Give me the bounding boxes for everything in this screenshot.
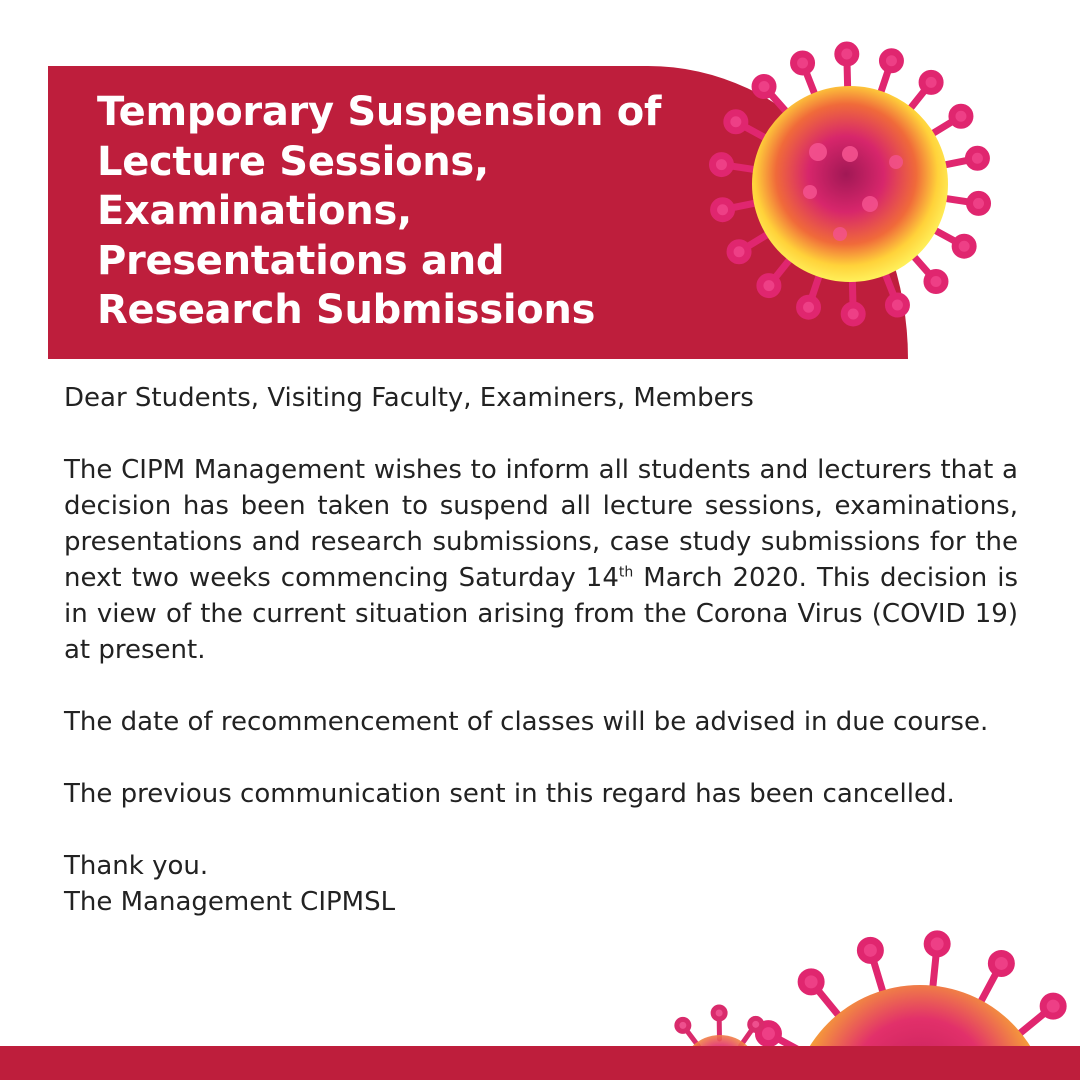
- virus-spike-tip: [712, 156, 730, 174]
- coronavirus-icon-bottom: [610, 925, 1080, 1065]
- page-title: [97, 88, 737, 336]
- virus-spike-tip: [844, 305, 862, 323]
- virus-spike-tip: [970, 194, 988, 212]
- virus-spike-tip: [955, 237, 973, 255]
- virus-spike-tip: [800, 298, 818, 316]
- signature: The Management CIPMSL: [64, 887, 396, 917]
- title-line-3: Examinations,: [97, 188, 412, 234]
- notice-body: [64, 380, 1018, 920]
- virus-spike-tip: [755, 77, 773, 95]
- virus-body: [752, 86, 948, 282]
- virus-spike-tip: [714, 201, 732, 219]
- virus-spike-tip: [760, 277, 778, 295]
- paragraph-suspension-text-cont: March 2020. This decision is in view of the current situation arising from the Corona Virus (COVID 19) at present.: [64, 563, 1019, 665]
- virus-spike-tip: [882, 52, 900, 70]
- title-line-1: Temporary Suspension of: [97, 89, 662, 135]
- virus-spike-tip: [750, 1018, 762, 1030]
- virus-spike-tip: [860, 940, 880, 960]
- coronavirus-icon: [700, 34, 1000, 334]
- virus-spike-tip: [888, 296, 906, 314]
- footer-bar: [0, 1046, 1080, 1080]
- paragraph-cancelled: The previous communication sent in this regard has been cancelled.: [64, 779, 955, 809]
- virus-spike-tip: [927, 273, 945, 291]
- virus-spike-tip: [952, 107, 970, 125]
- virus-spike-tip: [677, 1019, 689, 1031]
- virus-spike-tip: [713, 1007, 725, 1019]
- closing-thanks: Thank you.: [64, 851, 209, 881]
- greeting: Dear Students, Visiting Faculty, Examiners, Members: [64, 383, 754, 413]
- virus-spike-tip: [727, 113, 745, 131]
- virus-spike-tip: [991, 953, 1011, 973]
- paragraph-recommencement: The date of recommencement of classes will be advised in due course.: [64, 707, 989, 737]
- virus-spike-tip: [801, 972, 821, 992]
- virus-spike-tip: [1043, 996, 1063, 1016]
- virus-spike-tip: [838, 45, 856, 63]
- virus-spike-tip: [968, 149, 986, 167]
- ordinal-suffix: th: [618, 564, 634, 581]
- title-line-4: Presentations and: [97, 237, 505, 284]
- paragraph-suspension: [64, 452, 1018, 668]
- virus-spike-tip: [730, 243, 748, 261]
- virus-spike-tip: [927, 934, 947, 954]
- title-line-2: Lecture Sessions,: [97, 138, 489, 185]
- virus-spike-tip: [794, 54, 812, 72]
- paragraph-suspension-text: The CIPM Management wishes to inform all students and lecturers that a decision has been taken to suspend all lecture sessions, examinations, presentations and research submissions, case study submissions for the next two weeks commencing Saturday 14: [64, 455, 1018, 593]
- title-line-5: Research Submissions: [97, 287, 596, 333]
- virus-spike-tip: [922, 73, 940, 91]
